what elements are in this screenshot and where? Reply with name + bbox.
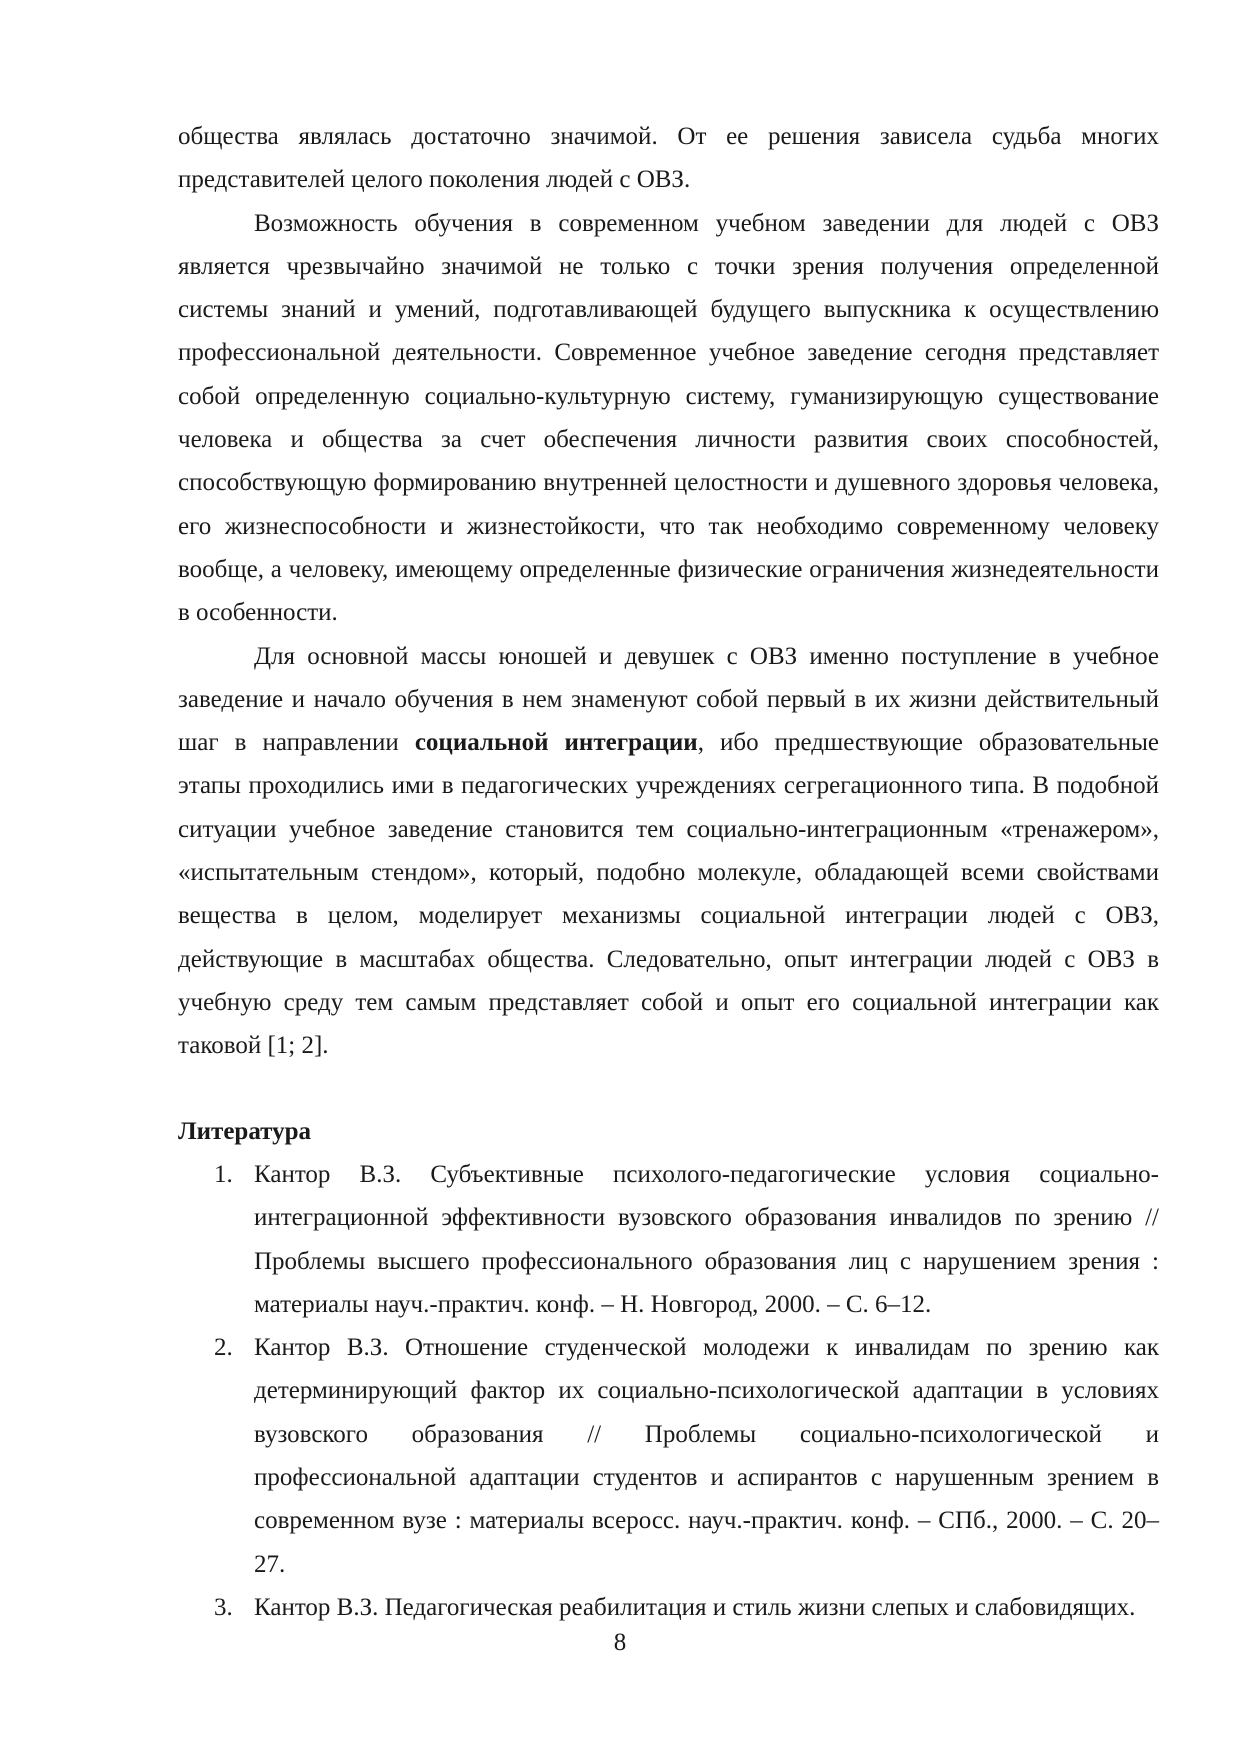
- reference-text: Кантор В.З. Отношение студенческой молодежи к инвалидам по зрению как детерминирующий фактор их социально-психологической адаптации в условиях вузовского образования // Проблемы социально-психологической и профессиональной адаптации студентов и аспирантов с нарушенным зрением в современном вузе : материалы всеросс. науч.-практич. конф. – СПб., 2000. – С. 20–27.: [254, 1334, 1159, 1578]
- page-number: 8: [613, 1629, 627, 1656]
- paragraph-education-opportunity: Возможность обучения в современном учебном заведении для людей с ОВЗ является чрезвычайно значимой не только с точки зрения получения определенной системы знаний и умений, подготавливающей будущего выпускника к осуществлению профессиональной деятельности. Современное учебное заведение сегодня представляет собой определенную социально-культурную систему, гуманизирующую существование человека и общества за счет обеспечения личности развития своих способностей, способствующую формированию внутренней целостности и душевного здоровья человека, его жизнеспособности и жизнестойкости, что так необходимо современному человеку вообще, а человеку, имеющему определенные физические ограничения жизнедеятельности в особенности.: [178, 209, 1159, 627]
- paragraph-text-before: Для основной массы юношей и девушек с ОВЗ именно поступление в учебное заведение и начало обучения в нем знаменуют собой первый в их жизни действительный шаг в направлении: [178, 642, 1159, 757]
- reference-item: [178, 1153, 1159, 1326]
- paragraph-continuation: общества являлась достаточно значимой. От ее решения зависела судьба многих представителей целого поколения людей с ОВЗ.: [178, 123, 1159, 194]
- reference-text: Кантор В.З. Субъективные психолого-педагогические условия социально-интеграционной эффективности вузовского образования инвалидов по зрению // Проблемы высшего профессионального образования лиц с нарушением зрения : материалы науч.-практич. конф. – Н. Новгород, 2000. – С. 6–12.: [254, 1161, 1159, 1318]
- reference-item: [178, 1586, 1159, 1629]
- reference-text: Кантор В.З. Педагогическая реабилитация и стиль жизни слепых и слабовидящих.: [254, 1593, 1136, 1621]
- reference-number: 1.: [214, 1161, 233, 1188]
- reference-number: 3.: [214, 1593, 233, 1621]
- bold-term-social-integration: социальной интеграции: [414, 729, 698, 757]
- reference-number: 2.: [214, 1334, 233, 1362]
- literature-heading: Литература: [178, 1118, 312, 1145]
- reference-item: [178, 1326, 1159, 1586]
- paragraph-text-after: , ибо предшествующие образовательные этапы проходились ими в педагогических учреждениях сегрегационного типа. В подобной ситуации учебное заведение становится тем социально-интеграционным «тренажером», «испытательным стендом», который, подобно молекуле, обладающей всеми свойствами вещества в целом, моделирует механизмы социальной интеграции людей с ОВЗ, действующие в масштабах общества. Следовательно, опыт интеграции людей с ОВЗ в учебную среду тем самым представляет собой и опыт его социальной интеграции как таковой [1; 2].: [178, 729, 1159, 1060]
- paragraph-social-integration: [178, 635, 1159, 1068]
- reference-list: [178, 1153, 1159, 1629]
- body-text: [178, 115, 1159, 1068]
